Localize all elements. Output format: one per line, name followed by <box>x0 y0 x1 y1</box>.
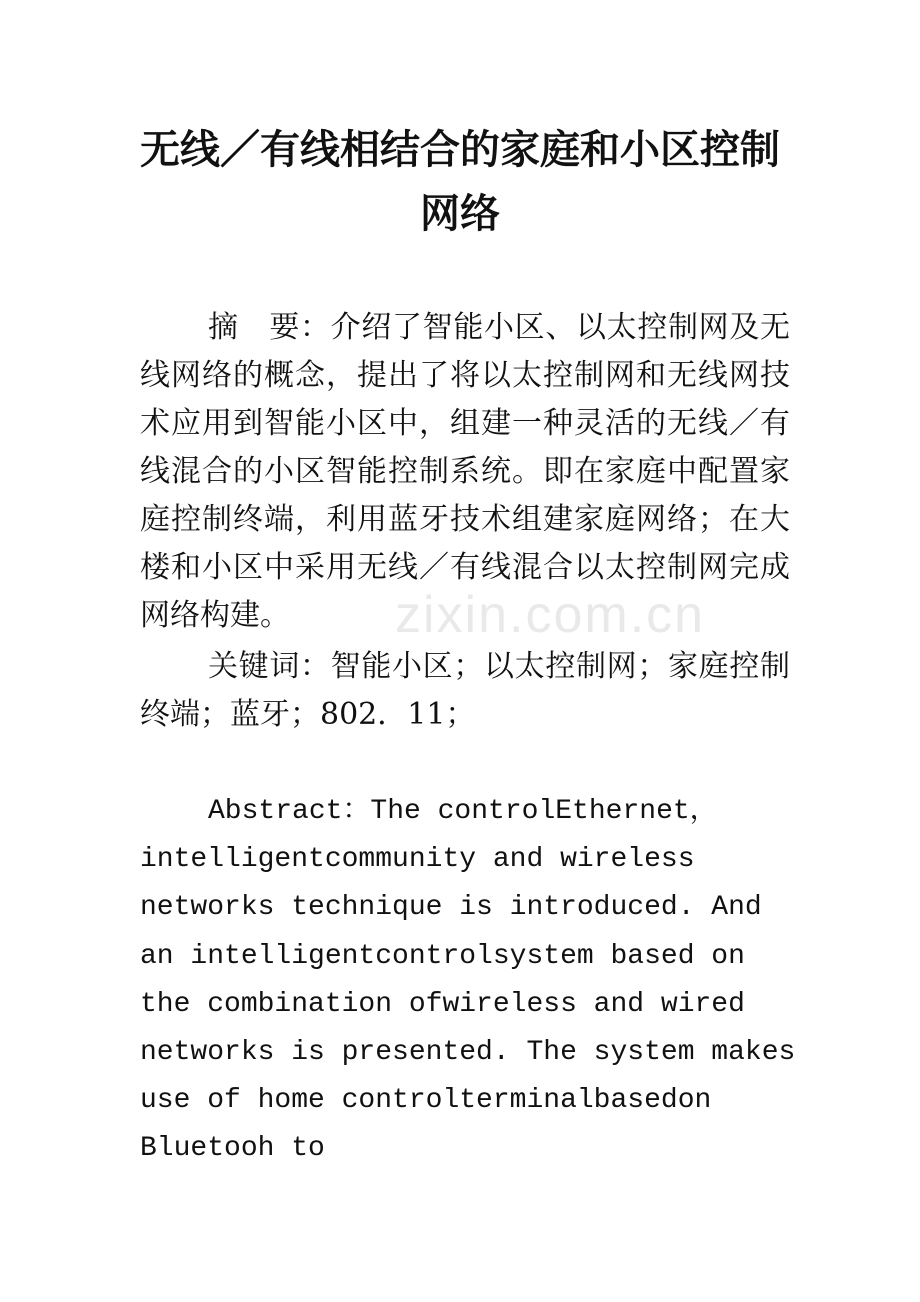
chinese-abstract: 摘 要：介绍了智能小区、以太控制网及无线网络的概念，提出了将以太控制网和无线网技术应用到智能小区中，组建一种灵活的无线／有线混合的小区智能控制系统。即在家庭中配置家庭控制终端，利用蓝牙技术组建家庭网络；在大楼和小区中采用无线／有线混合以太控制网完成网络构建。 <box>140 310 790 633</box>
chinese-keywords: 关键词：智能小区；以太控制网；家庭控制终端；蓝牙；802．11； <box>140 649 790 732</box>
english-abstract: Abstract：The controlEthernet，intelligentcommunity and wireless networks technique is introduced. And an intelligentcontrolsystem based on the combination ofwireless and wired networks is presented. The system makes use of home controlterminalbasedon Bluetooh to <box>140 796 796 1165</box>
document-title: 无线／有线相结合的家庭和小区控制网络 <box>140 127 780 237</box>
watermark: zixin.com.cn <box>395 586 706 644</box>
